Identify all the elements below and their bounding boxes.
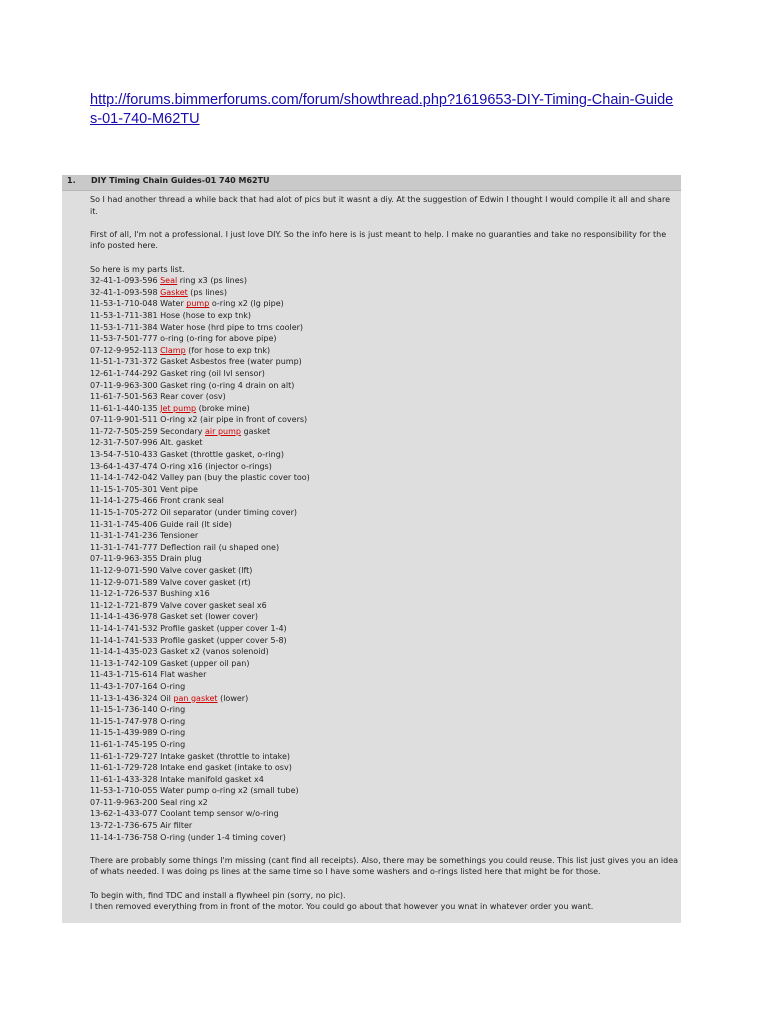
part-text: 07-11-9-963-355 Drain plug: [90, 554, 202, 564]
part-text: 11-14-1-275-466 Front crank seal: [90, 496, 224, 506]
keyword-link[interactable]: Jet pump: [160, 403, 197, 413]
post-title: DIY Timing Chain Guides-01 740 M62TU: [91, 176, 270, 185]
part-line: [90, 403, 680, 415]
part-line: [90, 356, 680, 368]
part-text: (ps lines): [187, 287, 227, 297]
part-text: 11-12-9-071-589 Valve cover gasket (rt): [90, 577, 251, 587]
part-line: [90, 774, 680, 786]
part-text: 11-53-1-711-384 Water hose (hrd pipe to trns cooler): [90, 322, 304, 332]
part-line: [90, 797, 680, 809]
part-text: 12-61-1-744-292 Gasket ring (oil lvl sensor): [90, 368, 265, 378]
part-line: [90, 507, 680, 519]
part-text: (broke mine): [196, 403, 250, 413]
part-text: 11-14-1-741-533 Profile gasket (upper cover 5-8): [90, 635, 287, 645]
part-line: [90, 693, 680, 705]
part-text: (lower): [217, 693, 249, 703]
part-line: [90, 751, 680, 763]
closing-paragraph: There are probably some things I'm missing (cant find all receipts). Also, there may be somethings you could reuse. This list just gives you an idea of whats needed. I was doing ps lines at the same time so I have some washers and o-rings listed here that might be for those.: [90, 855, 679, 877]
keyword-link[interactable]: air pump: [205, 426, 241, 436]
thread-url-link[interactable]: http://forums.bimmerforums.com/forum/showthread.php?1619653-DIY-Timing-Chain-Guides-01-740-M62TU: [90, 92, 674, 127]
instruction-line: To begin with, find TDC and install a flywheel pin (sorry, no pic).: [90, 890, 346, 900]
part-text: 11-51-1-731-372 Gasket Asbestos free (water pump): [90, 357, 302, 367]
part-line: [90, 716, 680, 728]
part-line: [90, 449, 680, 461]
post-header: [62, 175, 681, 191]
part-text: 13-64-1-437-474 O-ring x16 (injector o-rings): [90, 461, 272, 471]
part-text: 07-11-9-963-300 Gasket ring (o-ring 4 drain on alt): [90, 380, 295, 390]
part-text: 13-72-1-736-675 Air filter: [90, 821, 193, 831]
part-line: [90, 368, 680, 380]
part-text: 32-41-1-093-596: [90, 276, 161, 286]
part-line: [90, 600, 680, 612]
part-text: 11-15-1-705-272 Oil separator (under timing cover): [90, 508, 298, 518]
part-line: [90, 588, 680, 600]
part-line: [90, 461, 680, 473]
part-line: [90, 298, 680, 310]
part-text: (for hose to exp tnk): [185, 345, 271, 355]
part-line: [90, 704, 680, 716]
part-line: [90, 426, 680, 438]
part-text: 13-54-7-510-433 Gasket (throttle gasket, o-ring): [90, 450, 284, 460]
part-line: [90, 669, 680, 681]
keyword-link[interactable]: pump: [186, 299, 210, 309]
part-text: 11-13-1-742-109 Gasket (upper oil pan): [90, 658, 250, 668]
part-line: [90, 391, 680, 403]
part-line: [90, 681, 680, 693]
part-line: [90, 727, 680, 739]
part-text: 11-72-7-505-259 Secondary: [90, 426, 205, 436]
part-line: [90, 530, 680, 542]
part-text: 11-43-1-715-614 Flat washer: [90, 670, 207, 680]
part-line: [90, 785, 680, 797]
part-line: [90, 345, 680, 357]
part-text: 11-12-9-071-590 Valve cover gasket (lft): [90, 566, 253, 575]
part-text: 11-31-1-741-236 Tensioner: [90, 531, 199, 541]
part-text: 13-62-1-433-077 Coolant temp sensor w/o-ring: [90, 809, 279, 819]
keyword-link[interactable]: Seal: [160, 276, 178, 286]
part-text: 11-14-1-435-023 Gasket x2 (vanos solenoid): [90, 647, 269, 657]
post-number: 1.: [67, 176, 76, 185]
keyword-link[interactable]: Clamp: [160, 345, 186, 355]
part-text: 11-61-1-440-135: [90, 403, 161, 413]
part-line: [90, 275, 680, 287]
part-text: 11-61-1-745-195 O-ring: [90, 739, 186, 749]
part-text: 11-61-1-729-727 Intake gasket (throttle to intake): [90, 751, 291, 761]
part-text: ring x3 (ps lines): [177, 276, 247, 286]
part-text: 07-12-9-952-113: [90, 345, 161, 355]
part-line: [90, 437, 680, 449]
part-line: [90, 762, 680, 774]
part-line: [90, 484, 680, 496]
part-text: 11-53-1-710-055 Water pump o-ring x2 (small tube): [90, 786, 299, 796]
part-text: 11-14-1-736-758 O-ring (under 1-4 timing cover): [90, 832, 286, 842]
part-text: 07-11-9-901-511 O-ring x2 (air pipe in front of covers): [90, 415, 308, 425]
part-text: 11-61-1-433-328 Intake manifold gasket x4: [90, 774, 264, 784]
part-line: [90, 808, 680, 820]
parts-list: [90, 275, 680, 843]
part-text: 11-31-1-745-406 Guide rail (lt side): [90, 519, 232, 529]
part-line: [90, 623, 680, 635]
part-line: [90, 611, 680, 623]
part-line: [90, 577, 680, 589]
part-line: [90, 472, 680, 484]
keyword-link[interactable]: Gasket: [160, 287, 188, 297]
part-text: 11-61-1-729-728 Intake end gasket (intake to osv): [90, 763, 292, 773]
part-line: [90, 635, 680, 647]
part-text: 11-14-1-742-042 Valley pan (buy the plastic cover too): [90, 473, 310, 483]
part-line: [90, 519, 680, 531]
part-text: 11-12-1-726-537 Bushing x16: [90, 589, 210, 599]
instruction-line: I then removed everything from in front of the motor. You could go about that however you wnat in whatever order you want.: [90, 902, 594, 912]
keyword-link[interactable]: pan gasket: [173, 693, 218, 703]
part-text: 11-15-1-439-989 O-ring: [90, 728, 186, 738]
part-line: [90, 542, 680, 554]
part-text: 11-31-1-741-777 Deflection rail (u shaped one): [90, 542, 280, 552]
part-text: 11-53-7-501-777 o-ring (o-ring for above pipe): [90, 334, 277, 344]
part-text: 11-61-7-501-563 Rear cover (osv): [90, 392, 226, 402]
parts-heading: So here is my parts list.: [90, 264, 185, 274]
part-line: [90, 414, 680, 426]
part-line: [90, 565, 680, 577]
part-text: 12-31-7-507-996 Alt. gasket: [90, 438, 203, 448]
part-text: 11-53-1-711-381 Hose (hose to exp tnk): [90, 310, 252, 320]
post-body: [90, 194, 680, 913]
part-text: 11-14-1-436-978 Gasket set (lower cover): [90, 612, 258, 622]
part-text: 11-12-1-721-879 Valve cover gasket seal x6: [90, 600, 267, 610]
part-text: 11-43-1-707-164 O-ring: [90, 681, 186, 691]
part-text: 11-14-1-741-532 Profile gasket (upper cover 1-4): [90, 623, 287, 633]
part-text: 11-15-1-736-140 O-ring: [90, 705, 186, 715]
part-line: [90, 658, 680, 670]
disclaimer-paragraph: First of all, I'm not a professional. I just love DIY. So the info here is is just meant to help. I make no guaranties and take no responsibility for the info posted here.: [90, 229, 667, 251]
part-line: [90, 553, 680, 565]
part-line: [90, 646, 680, 658]
part-text: 32-41-1-093-598: [90, 287, 161, 297]
part-line: [90, 333, 680, 345]
part-line: [90, 739, 680, 751]
part-text: gasket: [240, 426, 271, 436]
part-text: 11-15-1-747-978 O-ring: [90, 716, 186, 726]
part-line: [90, 820, 680, 832]
part-text: 11-53-1-710-048 Water: [90, 299, 187, 309]
part-text: 11-13-1-436-324 Oil: [90, 693, 174, 703]
intro-paragraph: So I had another thread a while back that had alot of pics but it wasnt a diy. At the suggestion of Edwin I thought I would compile it all and share it.: [90, 195, 670, 216]
part-text: 07-11-9-963-200 Seal ring x2: [90, 797, 208, 807]
part-line: [90, 287, 680, 299]
part-line: [90, 832, 680, 844]
part-line: [90, 495, 680, 507]
part-text: 11-15-1-705-301 Vent pipe: [90, 484, 198, 494]
forum-post: [62, 175, 681, 923]
part-line: [90, 310, 680, 322]
part-line: [90, 380, 680, 392]
part-text: o-ring x2 (lg pipe): [209, 299, 284, 309]
part-line: [90, 322, 680, 334]
